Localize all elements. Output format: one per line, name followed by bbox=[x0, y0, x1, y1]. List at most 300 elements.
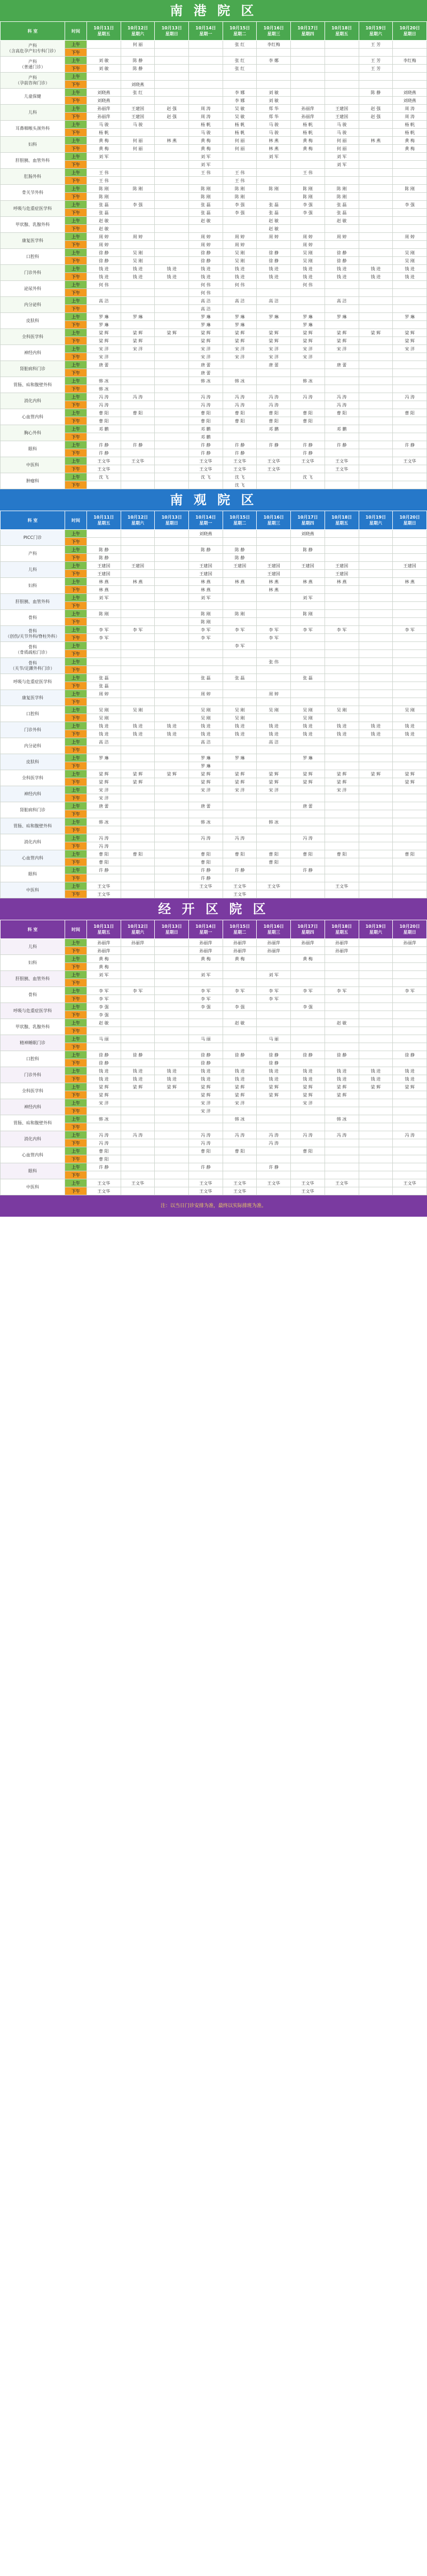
doctor-cell[interactable]: 张 磊 bbox=[87, 201, 121, 209]
doctor-cell[interactable]: 马 骏 bbox=[257, 129, 291, 137]
doctor-cell[interactable]: 吴 刚 bbox=[87, 714, 121, 722]
doctor-cell[interactable]: 王文华 bbox=[223, 1179, 257, 1187]
doctor-cell[interactable]: 钱 进 bbox=[155, 265, 189, 273]
doctor-cell[interactable]: 赵 强 bbox=[359, 113, 393, 121]
doctor-cell[interactable]: 韩 冰 bbox=[87, 377, 121, 385]
doctor-cell[interactable]: 王建国 bbox=[257, 562, 291, 570]
doctor-cell[interactable]: 林 燕 bbox=[121, 578, 155, 586]
doctor-cell[interactable]: 徐 静 bbox=[257, 249, 291, 257]
doctor-cell[interactable]: 韩 冰 bbox=[325, 1115, 359, 1123]
doctor-cell[interactable]: 梁 辉 bbox=[121, 770, 155, 778]
doctor-cell[interactable]: 罗 琳 bbox=[189, 762, 223, 770]
doctor-cell[interactable]: 刘 军 bbox=[189, 153, 223, 161]
doctor-cell[interactable]: 梁 辉 bbox=[359, 329, 393, 337]
doctor-cell[interactable]: 梁 辉 bbox=[325, 778, 359, 786]
doctor-cell[interactable]: 林 燕 bbox=[359, 137, 393, 145]
doctor-cell[interactable]: 吴 刚 bbox=[223, 706, 257, 714]
doctor-cell[interactable]: 钱 进 bbox=[325, 265, 359, 273]
doctor-cell[interactable]: 李 军 bbox=[87, 987, 121, 995]
doctor-cell[interactable]: 周 婷 bbox=[87, 233, 121, 241]
doctor-cell[interactable]: 陈 刚 bbox=[291, 610, 325, 618]
doctor-cell[interactable]: 高 洁 bbox=[189, 297, 223, 305]
doctor-cell[interactable]: 曹 阳 bbox=[257, 409, 291, 417]
doctor-cell[interactable]: 周 婷 bbox=[223, 241, 257, 249]
doctor-cell[interactable]: 冯 涛 bbox=[325, 401, 359, 409]
doctor-cell[interactable]: 高 洁 bbox=[223, 297, 257, 305]
doctor-cell[interactable]: 刘 敏 bbox=[257, 97, 291, 105]
doctor-cell[interactable]: 钱 进 bbox=[359, 265, 393, 273]
doctor-cell[interactable]: 梁 辉 bbox=[325, 337, 359, 345]
doctor-cell[interactable]: 宋 洋 bbox=[189, 353, 223, 361]
doctor-cell[interactable]: 吴 敏 bbox=[223, 113, 257, 121]
doctor-cell[interactable]: 周 婷 bbox=[223, 233, 257, 241]
doctor-cell[interactable]: 陈 静 bbox=[121, 65, 155, 73]
doctor-cell[interactable]: 高 洁 bbox=[87, 738, 121, 746]
doctor-cell[interactable]: 钱 进 bbox=[223, 730, 257, 738]
doctor-cell[interactable]: 王建国 bbox=[325, 562, 359, 570]
doctor-cell[interactable]: 林 燕 bbox=[155, 137, 189, 145]
doctor-cell[interactable]: 周 婷 bbox=[189, 233, 223, 241]
doctor-cell[interactable]: 王建国 bbox=[87, 562, 121, 570]
doctor-cell[interactable]: 孙丽萍 bbox=[223, 947, 257, 955]
doctor-cell[interactable]: 王建国 bbox=[291, 562, 325, 570]
doctor-cell[interactable]: 王 芳 bbox=[359, 57, 393, 65]
doctor-cell[interactable]: 冯 涛 bbox=[87, 834, 121, 842]
doctor-cell[interactable]: 高 洁 bbox=[87, 297, 121, 305]
doctor-cell[interactable]: 王 芳 bbox=[359, 65, 393, 73]
doctor-cell[interactable]: 张 磊 bbox=[87, 209, 121, 217]
doctor-cell[interactable]: 曹 阳 bbox=[189, 409, 223, 417]
doctor-cell[interactable]: 陈 静 bbox=[121, 57, 155, 65]
doctor-cell[interactable]: 李 军 bbox=[325, 626, 359, 634]
doctor-cell[interactable]: 吴 刚 bbox=[121, 249, 155, 257]
doctor-cell[interactable]: 曹 阳 bbox=[87, 417, 121, 425]
doctor-cell[interactable]: 黄 梅 bbox=[291, 955, 325, 963]
doctor-cell[interactable]: 赵 敏 bbox=[223, 1019, 257, 1027]
doctor-cell[interactable]: 吴 敏 bbox=[223, 105, 257, 113]
doctor-cell[interactable]: 梁 辉 bbox=[291, 1083, 325, 1091]
doctor-cell[interactable]: 宋 洋 bbox=[257, 353, 291, 361]
doctor-cell[interactable]: 曹 阳 bbox=[87, 850, 121, 858]
doctor-cell[interactable]: 陈 静 bbox=[189, 546, 223, 554]
doctor-cell[interactable]: 刘 军 bbox=[189, 594, 223, 602]
doctor-cell[interactable]: 梁 辉 bbox=[257, 329, 291, 337]
doctor-cell[interactable]: 钱 进 bbox=[291, 722, 325, 730]
doctor-cell[interactable]: 孙丽萍 bbox=[291, 105, 325, 113]
doctor-cell[interactable]: 钱 进 bbox=[257, 265, 291, 273]
doctor-cell[interactable]: 冯 涛 bbox=[223, 1131, 257, 1139]
doctor-cell[interactable]: 陈 刚 bbox=[189, 185, 223, 193]
doctor-cell[interactable]: 王文华 bbox=[257, 1179, 291, 1187]
doctor-cell[interactable]: 李 强 bbox=[121, 201, 155, 209]
doctor-cell[interactable]: 王文华 bbox=[121, 1179, 155, 1187]
doctor-cell[interactable]: 吴 刚 bbox=[257, 706, 291, 714]
doctor-cell[interactable]: 沈 飞 bbox=[291, 473, 325, 481]
doctor-cell[interactable]: 马 丽 bbox=[257, 1035, 291, 1043]
doctor-cell[interactable]: 韩 冰 bbox=[87, 385, 121, 393]
doctor-cell[interactable]: 冯 涛 bbox=[325, 1131, 359, 1139]
doctor-cell[interactable]: 梁 辉 bbox=[121, 1083, 155, 1091]
doctor-cell[interactable]: 王文华 bbox=[223, 890, 257, 898]
doctor-cell[interactable]: 曹 阳 bbox=[257, 858, 291, 866]
doctor-cell[interactable]: 赵 敏 bbox=[87, 225, 121, 233]
doctor-cell[interactable]: 孙丽萍 bbox=[223, 939, 257, 947]
doctor-cell[interactable]: 钱 进 bbox=[87, 1075, 121, 1083]
doctor-cell[interactable]: 曹 阳 bbox=[291, 850, 325, 858]
doctor-cell[interactable]: 冯 涛 bbox=[325, 393, 359, 401]
doctor-cell[interactable]: 梁 辉 bbox=[325, 1083, 359, 1091]
doctor-cell[interactable]: 宋 洋 bbox=[87, 345, 121, 353]
doctor-cell[interactable]: 杨 帆 bbox=[223, 121, 257, 129]
doctor-cell[interactable]: 梁 辉 bbox=[87, 1091, 121, 1099]
doctor-cell[interactable]: 钱 进 bbox=[393, 1067, 427, 1075]
doctor-cell[interactable]: 钱 进 bbox=[155, 273, 189, 281]
doctor-cell[interactable]: 黄 梅 bbox=[87, 145, 121, 153]
doctor-cell[interactable]: 陈 刚 bbox=[291, 185, 325, 193]
doctor-cell[interactable]: 陈 刚 bbox=[257, 185, 291, 193]
doctor-cell[interactable]: 陈 刚 bbox=[325, 193, 359, 201]
doctor-cell[interactable]: 曹 阳 bbox=[291, 409, 325, 417]
doctor-cell[interactable]: 钱 进 bbox=[393, 265, 427, 273]
doctor-cell[interactable]: 钱 进 bbox=[291, 273, 325, 281]
doctor-cell[interactable]: 何 伟 bbox=[87, 281, 121, 289]
doctor-cell[interactable]: 宋 洋 bbox=[87, 353, 121, 361]
doctor-cell[interactable]: 王文华 bbox=[291, 1187, 325, 1195]
doctor-cell[interactable]: 钱 进 bbox=[325, 1067, 359, 1075]
doctor-cell[interactable]: 王 伟 bbox=[291, 169, 325, 177]
doctor-cell[interactable]: 梁 辉 bbox=[257, 1091, 291, 1099]
doctor-cell[interactable]: 王 伟 bbox=[223, 177, 257, 185]
doctor-cell[interactable]: 唐 蕾 bbox=[87, 802, 121, 810]
doctor-cell[interactable]: 罗 琳 bbox=[223, 313, 257, 321]
doctor-cell[interactable]: 马 丽 bbox=[189, 1035, 223, 1043]
doctor-cell[interactable]: 孙丽萍 bbox=[257, 939, 291, 947]
doctor-cell[interactable]: 梁 辉 bbox=[155, 770, 189, 778]
doctor-cell[interactable]: 郑 华 bbox=[257, 105, 291, 113]
doctor-cell[interactable]: 刘 军 bbox=[257, 971, 291, 979]
doctor-cell[interactable]: 李 军 bbox=[223, 626, 257, 634]
doctor-cell[interactable]: 王文华 bbox=[189, 882, 223, 890]
doctor-cell[interactable]: 王建国 bbox=[325, 105, 359, 113]
doctor-cell[interactable]: 曹 阳 bbox=[291, 1147, 325, 1155]
doctor-cell[interactable]: 曹 阳 bbox=[257, 417, 291, 425]
doctor-cell[interactable]: 沈 飞 bbox=[189, 473, 223, 481]
doctor-cell[interactable]: 杨 帆 bbox=[291, 121, 325, 129]
doctor-cell[interactable]: 陈 刚 bbox=[325, 185, 359, 193]
doctor-cell[interactable]: 孙丽萍 bbox=[87, 105, 121, 113]
doctor-cell[interactable]: 钱 进 bbox=[291, 1075, 325, 1083]
doctor-cell[interactable]: 周 婷 bbox=[257, 233, 291, 241]
doctor-cell[interactable]: 钱 进 bbox=[155, 722, 189, 730]
doctor-cell[interactable]: 黄 梅 bbox=[291, 137, 325, 145]
doctor-cell[interactable]: 唐 蕾 bbox=[189, 802, 223, 810]
doctor-cell[interactable]: 李 军 bbox=[189, 995, 223, 1003]
doctor-cell[interactable]: 陈 静 bbox=[87, 554, 121, 562]
doctor-cell[interactable]: 张 磊 bbox=[257, 201, 291, 209]
doctor-cell[interactable]: 邓 鹏 bbox=[87, 425, 121, 433]
doctor-cell[interactable]: 李 军 bbox=[257, 626, 291, 634]
doctor-cell[interactable]: 孙丽萍 bbox=[189, 947, 223, 955]
doctor-cell[interactable]: 吴 刚 bbox=[393, 249, 427, 257]
doctor-cell[interactable]: 张 磊 bbox=[223, 674, 257, 682]
doctor-cell[interactable]: 王文华 bbox=[87, 1187, 121, 1195]
doctor-cell[interactable]: 曹 阳 bbox=[223, 409, 257, 417]
doctor-cell[interactable]: 曹 阳 bbox=[393, 409, 427, 417]
doctor-cell[interactable]: 梁 辉 bbox=[189, 1083, 223, 1091]
doctor-cell[interactable]: 吴 刚 bbox=[121, 257, 155, 265]
doctor-cell[interactable]: 陈 静 bbox=[359, 89, 393, 97]
doctor-cell[interactable]: 刘晓燕 bbox=[393, 97, 427, 105]
doctor-cell[interactable]: 李 军 bbox=[121, 987, 155, 995]
doctor-cell[interactable]: 周 涛 bbox=[393, 113, 427, 121]
doctor-cell[interactable]: 曹 阳 bbox=[189, 850, 223, 858]
doctor-cell[interactable]: 王文华 bbox=[189, 1187, 223, 1195]
doctor-cell[interactable]: 王文华 bbox=[87, 465, 121, 473]
doctor-cell[interactable]: 黄 梅 bbox=[291, 145, 325, 153]
doctor-cell[interactable]: 孙丽萍 bbox=[121, 939, 155, 947]
doctor-cell[interactable]: 许 静 bbox=[291, 449, 325, 457]
doctor-cell[interactable]: 李 强 bbox=[87, 1003, 121, 1011]
doctor-cell[interactable]: 黄 梅 bbox=[189, 145, 223, 153]
doctor-cell[interactable]: 刘 军 bbox=[189, 161, 223, 169]
doctor-cell[interactable]: 李 军 bbox=[393, 626, 427, 634]
doctor-cell[interactable]: 唐 蕾 bbox=[325, 361, 359, 369]
doctor-cell[interactable]: 赵 敏 bbox=[257, 217, 291, 225]
doctor-cell[interactable]: 王建国 bbox=[257, 570, 291, 578]
doctor-cell[interactable]: 梁 辉 bbox=[359, 770, 393, 778]
doctor-cell[interactable]: 徐 静 bbox=[189, 1059, 223, 1067]
doctor-cell[interactable]: 宋 洋 bbox=[223, 786, 257, 794]
doctor-cell[interactable]: 李红梅 bbox=[257, 41, 291, 49]
doctor-cell[interactable]: 林 燕 bbox=[393, 578, 427, 586]
doctor-cell[interactable]: 徐 静 bbox=[393, 1051, 427, 1059]
doctor-cell[interactable]: 吴 刚 bbox=[325, 706, 359, 714]
doctor-cell[interactable]: 马 丽 bbox=[87, 1035, 121, 1043]
doctor-cell[interactable]: 王文华 bbox=[325, 457, 359, 465]
doctor-cell[interactable]: 刘 军 bbox=[291, 594, 325, 602]
doctor-cell[interactable]: 钱 进 bbox=[223, 722, 257, 730]
doctor-cell[interactable]: 刘 军 bbox=[325, 161, 359, 169]
doctor-cell[interactable]: 何 丽 bbox=[121, 145, 155, 153]
doctor-cell[interactable]: 钱 进 bbox=[257, 1067, 291, 1075]
doctor-cell[interactable]: 钱 进 bbox=[393, 1075, 427, 1083]
doctor-cell[interactable]: 徐 静 bbox=[87, 257, 121, 265]
doctor-cell[interactable]: 宋 洋 bbox=[189, 345, 223, 353]
doctor-cell[interactable]: 陈 刚 bbox=[223, 185, 257, 193]
doctor-cell[interactable]: 曹 阳 bbox=[189, 1147, 223, 1155]
doctor-cell[interactable]: 梁 辉 bbox=[291, 770, 325, 778]
doctor-cell[interactable]: 李红梅 bbox=[393, 57, 427, 65]
doctor-cell[interactable]: 钱 进 bbox=[223, 273, 257, 281]
doctor-cell[interactable]: 钱 进 bbox=[257, 273, 291, 281]
doctor-cell[interactable]: 曹 阳 bbox=[223, 417, 257, 425]
doctor-cell[interactable]: 李 军 bbox=[257, 634, 291, 642]
doctor-cell[interactable]: 钱 进 bbox=[359, 1067, 393, 1075]
doctor-cell[interactable]: 罗 琳 bbox=[223, 321, 257, 329]
doctor-cell[interactable]: 沈 飞 bbox=[223, 473, 257, 481]
doctor-cell[interactable]: 杨 帆 bbox=[87, 129, 121, 137]
doctor-cell[interactable]: 张 磊 bbox=[325, 201, 359, 209]
doctor-cell[interactable]: 王文华 bbox=[223, 465, 257, 473]
doctor-cell[interactable]: 吴 刚 bbox=[121, 706, 155, 714]
doctor-cell[interactable]: 宋 洋 bbox=[189, 1107, 223, 1115]
doctor-cell[interactable]: 林 燕 bbox=[189, 586, 223, 594]
doctor-cell[interactable]: 许 静 bbox=[325, 441, 359, 449]
doctor-cell[interactable]: 梁 辉 bbox=[393, 778, 427, 786]
doctor-cell[interactable]: 王文华 bbox=[325, 465, 359, 473]
doctor-cell[interactable]: 冯 涛 bbox=[223, 393, 257, 401]
doctor-cell[interactable]: 宋 洋 bbox=[393, 345, 427, 353]
doctor-cell[interactable]: 宋 洋 bbox=[325, 786, 359, 794]
doctor-cell[interactable]: 张 磊 bbox=[189, 201, 223, 209]
doctor-cell[interactable]: 冯 涛 bbox=[291, 1131, 325, 1139]
doctor-cell[interactable]: 梁 辉 bbox=[257, 337, 291, 345]
doctor-cell[interactable]: 徐 静 bbox=[291, 1051, 325, 1059]
doctor-cell[interactable]: 梁 辉 bbox=[393, 770, 427, 778]
doctor-cell[interactable]: 张 磊 bbox=[87, 682, 121, 690]
doctor-cell[interactable]: 李 军 bbox=[189, 626, 223, 634]
doctor-cell[interactable]: 赵 敏 bbox=[189, 217, 223, 225]
doctor-cell[interactable]: 许 静 bbox=[291, 866, 325, 874]
doctor-cell[interactable]: 吴 刚 bbox=[291, 249, 325, 257]
doctor-cell[interactable]: 张 磊 bbox=[325, 209, 359, 217]
doctor-cell[interactable]: 刘 敏 bbox=[257, 89, 291, 97]
doctor-cell[interactable]: 周 婷 bbox=[291, 233, 325, 241]
doctor-cell[interactable]: 吴 刚 bbox=[393, 706, 427, 714]
doctor-cell[interactable]: 钱 进 bbox=[291, 265, 325, 273]
doctor-cell[interactable]: 王文华 bbox=[393, 457, 427, 465]
doctor-cell[interactable]: 王文华 bbox=[393, 1179, 427, 1187]
doctor-cell[interactable]: 宋 洋 bbox=[257, 345, 291, 353]
doctor-cell[interactable]: 孙丽萍 bbox=[291, 939, 325, 947]
doctor-cell[interactable]: 孙丽萍 bbox=[325, 947, 359, 955]
doctor-cell[interactable]: 冯 涛 bbox=[257, 393, 291, 401]
doctor-cell[interactable]: 周 婷 bbox=[189, 690, 223, 698]
doctor-cell[interactable]: 刘晓燕 bbox=[189, 530, 223, 538]
doctor-cell[interactable]: 梁 辉 bbox=[87, 329, 121, 337]
doctor-cell[interactable]: 钱 进 bbox=[87, 273, 121, 281]
doctor-cell[interactable]: 许 静 bbox=[223, 866, 257, 874]
doctor-cell[interactable]: 何 伟 bbox=[291, 281, 325, 289]
doctor-cell[interactable]: 孙丽萍 bbox=[291, 113, 325, 121]
doctor-cell[interactable]: 梁 辉 bbox=[393, 1083, 427, 1091]
doctor-cell[interactable]: 冯 涛 bbox=[223, 834, 257, 842]
doctor-cell[interactable]: 邓 鹏 bbox=[189, 425, 223, 433]
doctor-cell[interactable]: 吴 刚 bbox=[291, 706, 325, 714]
doctor-cell[interactable]: 李 强 bbox=[87, 1011, 121, 1019]
doctor-cell[interactable]: 杨 帆 bbox=[189, 121, 223, 129]
doctor-cell[interactable]: 冯 涛 bbox=[291, 393, 325, 401]
doctor-cell[interactable]: 何 丽 bbox=[325, 145, 359, 153]
doctor-cell[interactable]: 韩 冰 bbox=[257, 818, 291, 826]
doctor-cell[interactable]: 周 婷 bbox=[257, 690, 291, 698]
doctor-cell[interactable]: 韩 冰 bbox=[87, 818, 121, 826]
doctor-cell[interactable]: 吴 刚 bbox=[291, 714, 325, 722]
doctor-cell[interactable]: 唐 蕾 bbox=[291, 802, 325, 810]
doctor-cell[interactable]: 梁 辉 bbox=[359, 1083, 393, 1091]
doctor-cell[interactable]: 李 娜 bbox=[223, 89, 257, 97]
doctor-cell[interactable]: 梁 辉 bbox=[87, 1083, 121, 1091]
doctor-cell[interactable]: 曹 阳 bbox=[393, 850, 427, 858]
doctor-cell[interactable]: 杨 帆 bbox=[291, 129, 325, 137]
doctor-cell[interactable]: 曹 阳 bbox=[223, 1147, 257, 1155]
doctor-cell[interactable]: 王 伟 bbox=[87, 177, 121, 185]
doctor-cell[interactable]: 吴 刚 bbox=[189, 714, 223, 722]
doctor-cell[interactable]: 孙丽萍 bbox=[393, 939, 427, 947]
doctor-cell[interactable]: 钱 进 bbox=[359, 1075, 393, 1083]
doctor-cell[interactable]: 梁 辉 bbox=[87, 778, 121, 786]
doctor-cell[interactable]: 钱 进 bbox=[121, 1067, 155, 1075]
doctor-cell[interactable]: 王 芳 bbox=[359, 41, 393, 49]
doctor-cell[interactable]: 刘晓燕 bbox=[393, 89, 427, 97]
doctor-cell[interactable]: 徐 静 bbox=[87, 1051, 121, 1059]
doctor-cell[interactable]: 钱 进 bbox=[359, 722, 393, 730]
doctor-cell[interactable]: 刘晓燕 bbox=[121, 81, 155, 89]
doctor-cell[interactable]: 杨 帆 bbox=[223, 129, 257, 137]
doctor-cell[interactable]: 钱 进 bbox=[291, 1067, 325, 1075]
doctor-cell[interactable]: 罗 琳 bbox=[257, 313, 291, 321]
doctor-cell[interactable]: 刘 敏 bbox=[87, 57, 121, 65]
doctor-cell[interactable]: 王文华 bbox=[223, 1187, 257, 1195]
doctor-cell[interactable]: 徐 静 bbox=[189, 249, 223, 257]
doctor-cell[interactable]: 宋 洋 bbox=[189, 786, 223, 794]
doctor-cell[interactable]: 黄 梅 bbox=[393, 145, 427, 153]
doctor-cell[interactable]: 何 伟 bbox=[189, 289, 223, 297]
doctor-cell[interactable]: 钱 进 bbox=[257, 722, 291, 730]
doctor-cell[interactable]: 徐 静 bbox=[325, 257, 359, 265]
doctor-cell[interactable]: 梁 辉 bbox=[223, 1083, 257, 1091]
doctor-cell[interactable]: 王建国 bbox=[223, 562, 257, 570]
doctor-cell[interactable]: 刘 军 bbox=[189, 971, 223, 979]
doctor-cell[interactable]: 马 骏 bbox=[87, 121, 121, 129]
doctor-cell[interactable]: 吴 刚 bbox=[393, 257, 427, 265]
doctor-cell[interactable]: 唐 蕾 bbox=[189, 361, 223, 369]
doctor-cell[interactable]: 冯 涛 bbox=[189, 401, 223, 409]
doctor-cell[interactable]: 曹 阳 bbox=[223, 850, 257, 858]
doctor-cell[interactable]: 林 燕 bbox=[291, 578, 325, 586]
doctor-cell[interactable]: 许 静 bbox=[189, 874, 223, 882]
doctor-cell[interactable]: 刘 军 bbox=[325, 153, 359, 161]
doctor-cell[interactable]: 李 军 bbox=[189, 987, 223, 995]
doctor-cell[interactable]: 李 军 bbox=[87, 626, 121, 634]
doctor-cell[interactable]: 周 婷 bbox=[325, 233, 359, 241]
doctor-cell[interactable]: 李 强 bbox=[291, 209, 325, 217]
doctor-cell[interactable]: 郑 华 bbox=[257, 113, 291, 121]
doctor-cell[interactable]: 王文华 bbox=[325, 882, 359, 890]
doctor-cell[interactable]: 韩 冰 bbox=[189, 818, 223, 826]
doctor-cell[interactable]: 刘晓燕 bbox=[87, 89, 121, 97]
doctor-cell[interactable]: 陈 刚 bbox=[393, 185, 427, 193]
doctor-cell[interactable]: 陈 静 bbox=[87, 546, 121, 554]
doctor-cell[interactable]: 钱 进 bbox=[223, 1067, 257, 1075]
doctor-cell[interactable]: 马 骏 bbox=[325, 121, 359, 129]
doctor-cell[interactable]: 王建国 bbox=[325, 570, 359, 578]
doctor-cell[interactable]: 林 燕 bbox=[87, 578, 121, 586]
doctor-cell[interactable]: 张 红 bbox=[223, 41, 257, 49]
doctor-cell[interactable]: 许 静 bbox=[223, 441, 257, 449]
doctor-cell[interactable]: 马 骏 bbox=[325, 129, 359, 137]
doctor-cell[interactable]: 王文华 bbox=[223, 457, 257, 465]
doctor-cell[interactable]: 曹 阳 bbox=[189, 417, 223, 425]
doctor-cell[interactable]: 钱 进 bbox=[189, 722, 223, 730]
doctor-cell[interactable]: 梁 辉 bbox=[189, 329, 223, 337]
doctor-cell[interactable]: 李 军 bbox=[223, 987, 257, 995]
doctor-cell[interactable]: 高 洁 bbox=[325, 297, 359, 305]
doctor-cell[interactable]: 黄 梅 bbox=[393, 137, 427, 145]
doctor-cell[interactable]: 宋 洋 bbox=[325, 345, 359, 353]
doctor-cell[interactable]: 王文华 bbox=[189, 465, 223, 473]
doctor-cell[interactable]: 黄 梅 bbox=[189, 955, 223, 963]
